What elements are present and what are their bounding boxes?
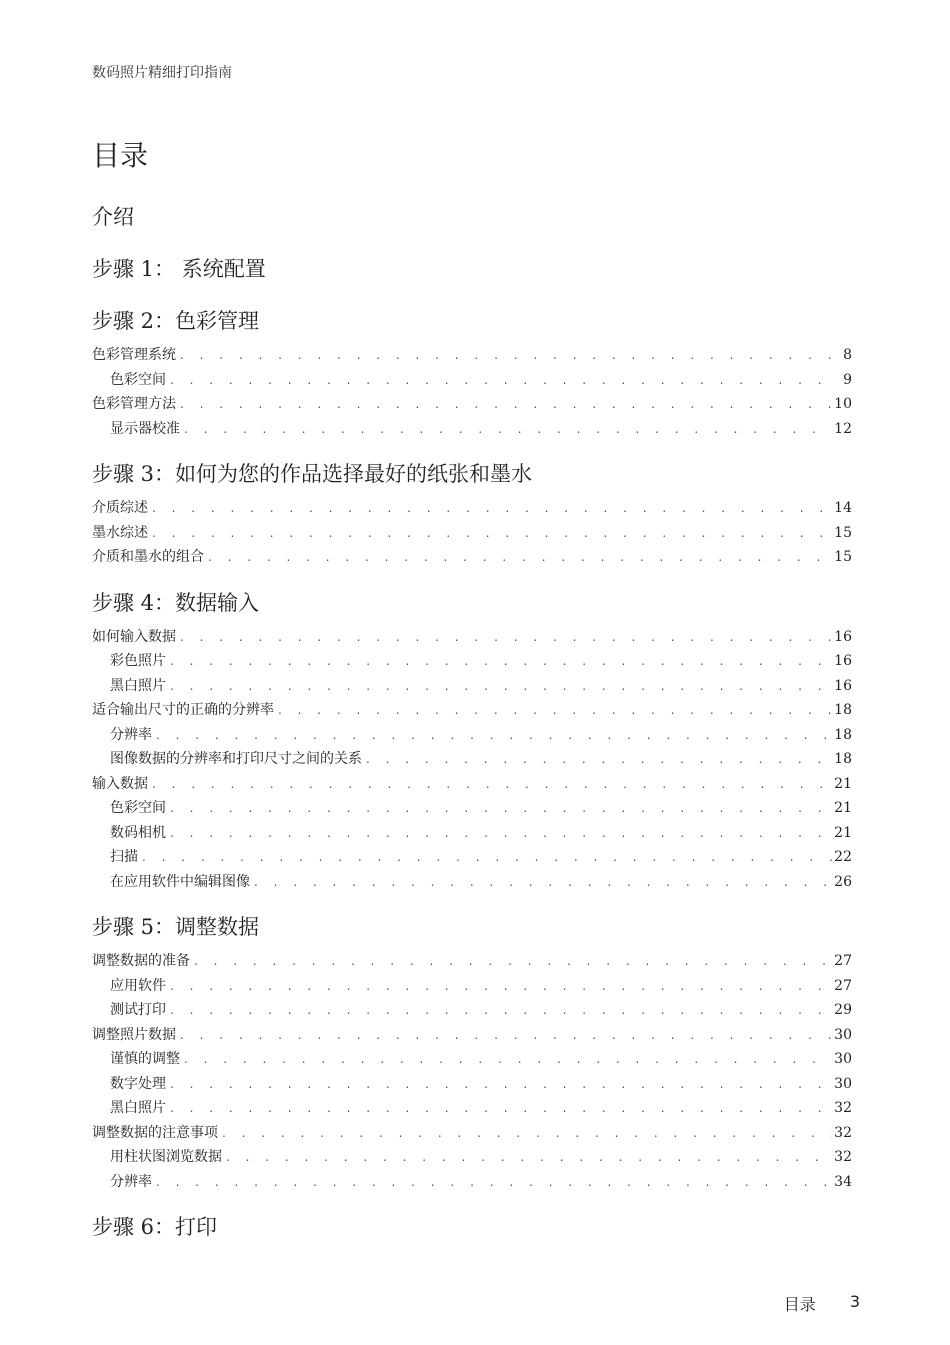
dot-leader bbox=[184, 422, 832, 436]
toc-entry[interactable] bbox=[92, 975, 852, 1000]
dot-leader bbox=[222, 1126, 832, 1140]
toc-entry[interactable] bbox=[92, 344, 852, 369]
toc-entry-page-number: 34 bbox=[834, 1173, 852, 1190]
dot-leader bbox=[152, 526, 832, 540]
toc-entry[interactable] bbox=[92, 748, 852, 773]
dot-leader bbox=[254, 875, 832, 889]
toc-entry-list bbox=[92, 626, 852, 896]
toc-entry[interactable] bbox=[92, 675, 852, 700]
toc-entry-page-number: 21 bbox=[834, 775, 852, 792]
toc-entry[interactable] bbox=[92, 871, 852, 896]
dot-leader bbox=[180, 630, 832, 644]
toc-entry-page-number: 32 bbox=[834, 1149, 852, 1165]
toc-entry-page-number: 22 bbox=[834, 849, 852, 865]
dot-leader bbox=[170, 373, 834, 387]
toc-entry[interactable] bbox=[92, 522, 852, 547]
toc-entry-page-number: 29 bbox=[834, 1002, 852, 1018]
toc-entry[interactable] bbox=[92, 846, 852, 871]
toc-entry-label: 黑白照片 bbox=[110, 1100, 166, 1116]
toc-entry-label: 显示器校准 bbox=[110, 420, 180, 437]
toc-entry-label: 应用软件 bbox=[110, 977, 166, 994]
dot-leader bbox=[142, 850, 832, 864]
toc-entry-label: 扫描 bbox=[110, 849, 138, 865]
toc-section-heading[interactable]: 介绍 bbox=[92, 205, 134, 229]
toc-entry-page-number: 10 bbox=[834, 396, 852, 412]
toc-entry[interactable] bbox=[92, 822, 852, 847]
dot-leader bbox=[152, 501, 832, 515]
toc-entry-page-number: 9 bbox=[843, 371, 852, 388]
dot-leader bbox=[156, 728, 832, 742]
toc-entry-label: 适合输出尺寸的正确的分辨率 bbox=[92, 702, 274, 718]
toc-entry-label: 测试打印 bbox=[110, 1002, 166, 1018]
toc-section bbox=[92, 252, 852, 286]
dot-leader bbox=[278, 703, 832, 717]
footer-section-label: 目录 bbox=[783, 1295, 816, 1314]
toc-entry-label: 分辨率 bbox=[110, 726, 152, 743]
toc-section-heading[interactable]: 步骤 2：色彩管理 bbox=[92, 309, 260, 333]
dot-leader bbox=[366, 752, 832, 766]
toc-entry-page-number: 16 bbox=[834, 677, 852, 694]
toc-entry[interactable] bbox=[92, 393, 852, 418]
toc-entry-page-number: 21 bbox=[834, 800, 852, 816]
toc-entry[interactable] bbox=[92, 546, 852, 571]
toc-entry[interactable] bbox=[92, 1024, 852, 1049]
toc-entry-label: 调整数据的准备 bbox=[92, 953, 190, 969]
dot-leader bbox=[226, 1150, 832, 1164]
dot-leader bbox=[170, 1003, 832, 1017]
toc-section bbox=[92, 1210, 852, 1244]
toc-entry-page-number: 16 bbox=[834, 628, 852, 645]
toc-entry[interactable] bbox=[92, 999, 852, 1024]
toc-entry-page-number: 8 bbox=[843, 347, 852, 363]
toc-entry-label: 色彩空间 bbox=[110, 800, 166, 816]
table-of-contents bbox=[92, 200, 852, 1262]
toc-entry[interactable] bbox=[92, 626, 852, 651]
dot-leader bbox=[170, 979, 832, 993]
toc-entry-page-number: 30 bbox=[834, 1051, 852, 1067]
dot-leader bbox=[180, 397, 832, 411]
page-title: 目录 bbox=[92, 139, 149, 172]
toc-entry[interactable] bbox=[92, 1146, 852, 1171]
toc-entry[interactable] bbox=[92, 650, 852, 675]
toc-entry-page-number: 30 bbox=[834, 1026, 852, 1043]
toc-entry-page-number: 12 bbox=[834, 420, 852, 437]
toc-entry-page-number: 18 bbox=[834, 726, 852, 743]
toc-entry[interactable] bbox=[92, 1171, 852, 1196]
toc-entry-page-number: 27 bbox=[834, 977, 852, 994]
toc-entry-label: 谨慎的调整 bbox=[110, 1051, 180, 1067]
toc-entry-label: 介质和墨水的组合 bbox=[92, 549, 204, 565]
toc-section bbox=[92, 586, 852, 896]
dot-leader bbox=[152, 777, 832, 791]
dot-leader bbox=[170, 801, 832, 815]
footer-page-number: 3 bbox=[849, 1292, 860, 1311]
toc-section-heading[interactable]: 步骤 5：调整数据 bbox=[92, 915, 260, 939]
dot-leader bbox=[208, 550, 832, 564]
toc-entry-list bbox=[92, 950, 852, 1195]
dot-leader bbox=[156, 1175, 832, 1189]
toc-entry-label: 输入数据 bbox=[92, 775, 148, 792]
dot-leader bbox=[170, 654, 832, 668]
toc-entry-page-number: 14 bbox=[834, 500, 852, 516]
toc-section bbox=[92, 910, 852, 1195]
toc-entry[interactable] bbox=[92, 699, 852, 724]
toc-entry-label: 彩色照片 bbox=[110, 653, 166, 669]
toc-entry-label: 用柱状图浏览数据 bbox=[110, 1149, 222, 1165]
dot-leader bbox=[180, 1028, 832, 1042]
dot-leader bbox=[170, 679, 832, 693]
toc-entry-page-number: 26 bbox=[834, 873, 852, 890]
toc-entry-page-number: 27 bbox=[834, 953, 852, 969]
running-header: 数码照片精细打印指南 bbox=[92, 65, 232, 81]
toc-entry[interactable] bbox=[92, 773, 852, 798]
toc-entry-page-number: 18 bbox=[834, 751, 852, 767]
toc-section bbox=[92, 457, 852, 571]
toc-entry-label: 色彩管理系统 bbox=[92, 347, 176, 363]
toc-entry[interactable] bbox=[92, 950, 852, 975]
toc-entry-list bbox=[92, 497, 852, 571]
toc-entry[interactable] bbox=[92, 497, 852, 522]
toc-entry[interactable] bbox=[92, 369, 852, 394]
toc-entry[interactable] bbox=[92, 418, 852, 443]
toc-entry[interactable] bbox=[92, 1122, 852, 1147]
toc-entry-page-number: 30 bbox=[834, 1075, 852, 1092]
dot-leader bbox=[184, 1052, 832, 1066]
toc-section-heading[interactable]: 步骤 6：打印 bbox=[92, 1215, 218, 1239]
toc-entry-page-number: 21 bbox=[834, 824, 852, 841]
dot-leader bbox=[170, 826, 832, 840]
toc-entry[interactable] bbox=[92, 1048, 852, 1073]
toc-section-heading[interactable]: 步骤 3：如何为您的作品选择最好的纸张和墨水 bbox=[92, 462, 533, 486]
toc-entry-label: 数字处理 bbox=[110, 1075, 166, 1092]
toc-entry-label: 调整数据的注意事项 bbox=[92, 1124, 218, 1141]
dot-leader bbox=[194, 954, 832, 968]
toc-entry-label: 数码相机 bbox=[110, 824, 166, 841]
toc-entry-page-number: 15 bbox=[834, 524, 852, 541]
toc-entry-page-number: 32 bbox=[834, 1124, 852, 1141]
dot-leader bbox=[170, 1077, 832, 1091]
toc-entry[interactable] bbox=[92, 1073, 852, 1098]
toc-section bbox=[92, 304, 852, 442]
toc-entry-label: 图像数据的分辨率和打印尺寸之间的关系 bbox=[110, 751, 362, 767]
toc-entry-label: 色彩空间 bbox=[110, 371, 166, 388]
toc-entry-page-number: 15 bbox=[834, 549, 852, 565]
toc-entry[interactable] bbox=[92, 1097, 852, 1122]
toc-entry-page-number: 16 bbox=[834, 653, 852, 669]
dot-leader bbox=[180, 348, 834, 362]
toc-entry[interactable] bbox=[92, 797, 852, 822]
toc-entry-label: 墨水综述 bbox=[92, 524, 148, 541]
toc-entry-label: 在应用软件中编辑图像 bbox=[110, 873, 250, 890]
running-footer bbox=[784, 1292, 860, 1315]
toc-entry-label: 分辨率 bbox=[110, 1173, 152, 1190]
dot-leader bbox=[170, 1101, 832, 1115]
toc-section-heading[interactable]: 步骤 4：数据输入 bbox=[92, 590, 260, 615]
toc-entry-list bbox=[92, 344, 852, 442]
toc-entry-page-number: 32 bbox=[834, 1100, 852, 1116]
toc-entry-page-number: 18 bbox=[834, 702, 852, 718]
toc-section-heading[interactable]: 步骤 1： 系统配置 bbox=[92, 257, 266, 281]
toc-entry-label: 如何输入数据 bbox=[92, 628, 176, 645]
toc-entry-label: 介质综述 bbox=[92, 500, 148, 516]
toc-entry-label: 色彩管理方法 bbox=[92, 396, 176, 412]
toc-entry-label: 调整照片数据 bbox=[92, 1026, 176, 1043]
toc-entry[interactable] bbox=[92, 724, 852, 749]
toc-section bbox=[92, 200, 852, 234]
toc-entry-label: 黑白照片 bbox=[110, 677, 166, 694]
